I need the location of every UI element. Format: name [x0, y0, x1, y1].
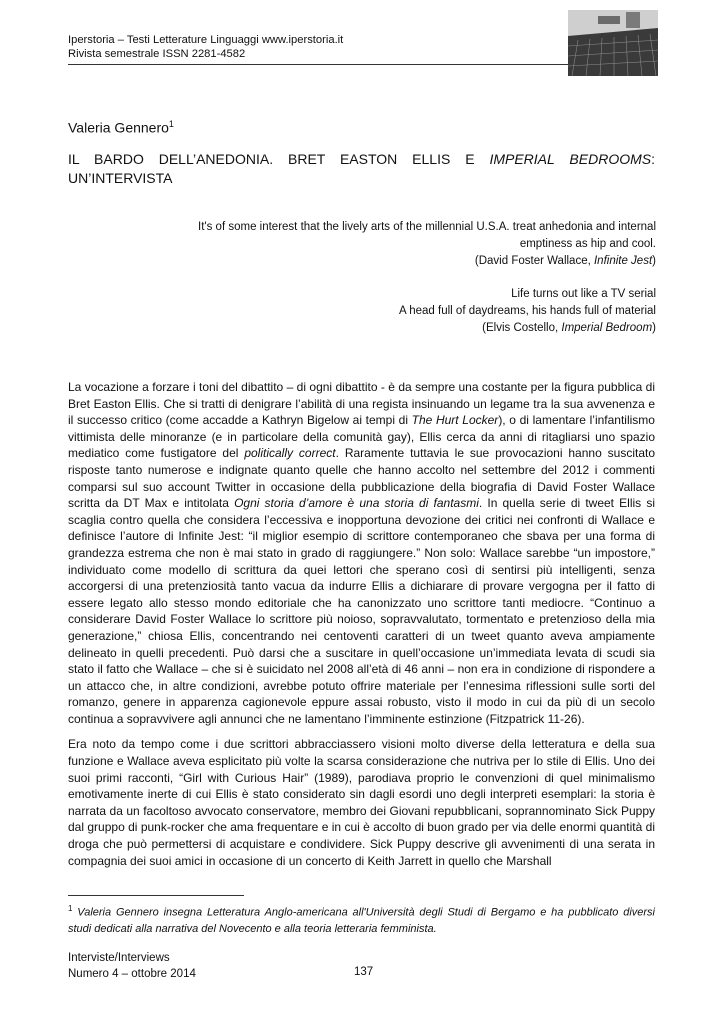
author-footnote-mark: 1 [168, 119, 174, 129]
footnote-rule [68, 895, 244, 896]
footer-issue: Numero 4 – ottobre 2014 [68, 968, 196, 980]
epigraph-source: (David Foster Wallace, Infinite Jest) [474, 255, 656, 267]
epigraph-source: (Elvis Costello, Imperial Bedroom) [482, 322, 656, 334]
body-paragraph: La vocazione a forzare i toni del dibattito – di ogni dibattito - è da sempre una costante per la figura pubblica di Bret Easton Ellis. Che si tratti di denigrare l’abilità di una regista insinuando un legame tra la sua avvenenza e il successo critico (come accadde a Kathryn Bigelow ai tempi di The Hurt Locker), o di lamentare l’infantilismo vittimista delle minoranze (e in particolare della comunità gay), Ellis cerca da anni di ritagliarsi uno spazio mediatico come fustigatore del politically correct. Raramente tuttavia le sue provocazioni hanno suscitato risposte tanto numerose e indignate quanto quelle che hanno accolto nel settembre del 2012 i commenti comparsi sul suo account Twitter in occasione della pubblicazione della biografia di David Foster Wallace scritta da DT Max e intitolata Ogni storia d’amore è una storia di fantasmi. In quella serie di tweet Ellis si scaglia contro quella che considera l’eccessiva e inopportuna devozione dei critici nei confronti di Wallace e definisce l’autore di Infinite Jest: “il miglior esempio di scrittore contemporaneo che sbava per una forma di grandezza estrema che non è mai stato in grado di raggiungere.” Non solo: Wallace sarebbe “un impostore,” individuato come modello di scrittura da quei lettori che sperano così di sentirsi più intelligenti, senza accorgersi di una pretenziosità tanto vacua da indurre Ellis a dichiarare di provare vergogna per il fatto di essere legato allo stesso mondo editoriale che ha canonizzato uno scrittore tanti mediocre. “Continuo a considerare David Foster Wallace lo scrittore più noioso, sopravvalutato, tormentato e pretenzioso della mia generazione,” chiosa Ellis, concentrando nei centoventi caratteri di un tweet quanto aveva ampiamente delineato in quelli precedenti. Può darsi che a suscitare in quell’occasione un’immediata levata di scudi sia stato il fatto che Wallace – che si è suicidato nel 2008 all’età di 46 anni – non era in condizione di rispondere a un attacco che, in altre condizioni, avrebbe potuto offrire materiale per l’ennesima riflessioni sulle sorti del romanzo, genere in apparenza cagionevole eppure assai robusto, visto il modo in cui da più di un secolo continua a sopravvivere agli annunci che ne lamentano l’imminente estinzione (Fitzpatrick 11-26). [68, 380, 656, 726]
page-footer [68, 950, 196, 982]
author-name: Valeria Gennero$^1$ [68, 119, 174, 136]
journal-issn: Rivista semestrale ISSN 2281-4582 [68, 48, 246, 60]
article-body [68, 379, 655, 878]
header-rule [68, 64, 568, 65]
journal-header [68, 33, 343, 61]
epigraph-costello: Life turns out like a TV serial A head full of daydreams, his hands full of material (Elvis Costello, Imperial Bedroom) [156, 286, 656, 337]
footnote: $^1$ Valeria Gennero insegna Letteratura Anglo-americana all'Università degli Studi di Bergamo e ha pubblicato diversi studi dedicati alla narrativa del Novecento e alla teoria letteraria femminista. [68, 904, 655, 935]
journal-logo-image [568, 10, 658, 76]
epigraph-wallace: It's of some interest that the lively arts of the millennial U.S.A. treat anhedonia and internal emptiness as hip and cool. (David Foster Wallace, Infinite Jest) [156, 219, 656, 270]
journal-title: Iperstoria – Testi Letterature Linguaggi www.iperstoria.it [68, 34, 344, 46]
article-title: IL BARDO DELL’ANEDONIA. BRET EASTON ELLIS E IMPERIAL BEDROOMS: UN’INTERVISTA [68, 151, 655, 186]
body-paragraph: Era noto da tempo come i due scrittori abbracciassero visioni molto diverse della letteratura e della sua funzione e Wallace aveva esplicitato più volte la scarsa considerazione che nutriva per lo stile di Ellis. Uno dei suoi primi racconti, “Girl with Curious Hair” (1989), parodiava proprio le convenzioni di quel minimalismo emotivamente inerte di cui Ellis è stato considerato sin dagli esordi uno degli interpreti esemplari: la storia è narrata da un facoltoso avvocato conservatore, membro dei Giovani repubblicani, soprannominato Sick Puppy dal gruppo di punk-rocker che ama frequentare e in cui è accolto di buon grado per via delle enormi quantità di droga che può permettersi di acquistare e condividere. Sick Puppy descrive gli avvenimenti di una serata in compagnia dei suoi amici in occasione di un concerto di Keith Jarrett in quello che Marshall [68, 737, 655, 868]
page-number: 137 [354, 966, 374, 978]
footer-section: Interviste/Interviews [68, 952, 170, 964]
